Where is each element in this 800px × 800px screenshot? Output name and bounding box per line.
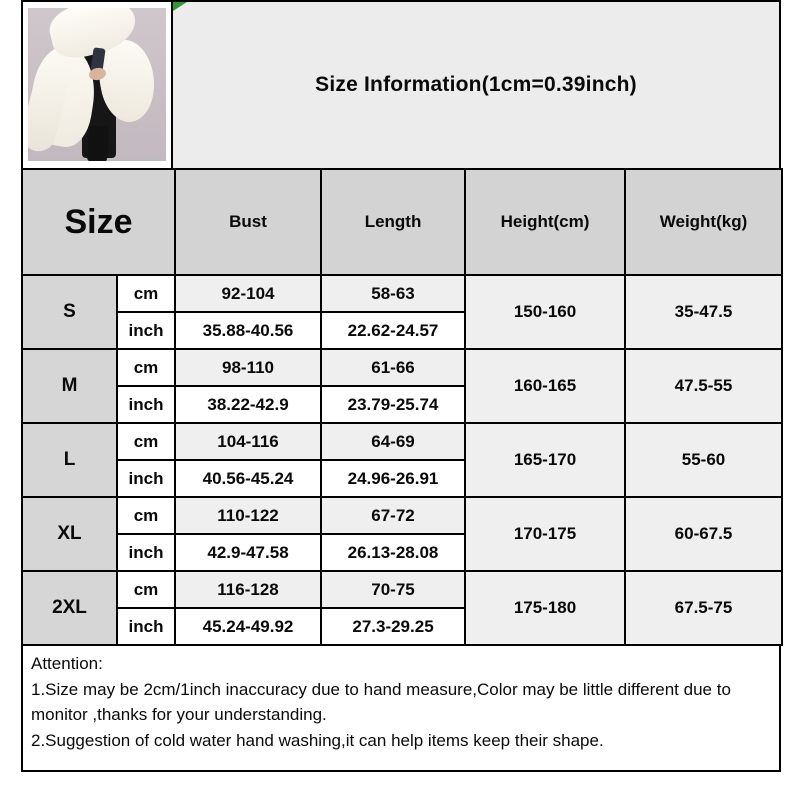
bust-inch-value: 38.22-42.9: [175, 386, 321, 423]
size-label: XL: [22, 497, 117, 571]
bust-cm-value: 98-110: [175, 349, 321, 386]
table-row: [22, 497, 782, 534]
weight-value: 47.5-55: [625, 349, 782, 423]
weight-column-header: Weight(kg): [625, 169, 782, 275]
length-inch-value: 26.13-28.08: [321, 534, 465, 571]
size-label: 2XL: [22, 571, 117, 645]
unit-label-inch: inch: [117, 386, 175, 423]
table-row: [22, 571, 782, 608]
length-inch-value: 27.3-29.25: [321, 608, 465, 645]
weight-value: 55-60: [625, 423, 782, 497]
unit-label-cm: cm: [117, 571, 175, 608]
unit-label-inch: inch: [117, 608, 175, 645]
table-row: [22, 275, 782, 312]
bust-inch-value: 40.56-45.24: [175, 460, 321, 497]
unit-label-cm: cm: [117, 349, 175, 386]
size-table: [21, 168, 783, 646]
unit-label-inch: inch: [117, 534, 175, 571]
table-row: [22, 423, 782, 460]
unit-label-inch: inch: [117, 312, 175, 349]
size-label: S: [22, 275, 117, 349]
attention-box: [21, 644, 781, 772]
attention-heading: Attention:: [31, 654, 103, 673]
table-header-row: [22, 169, 782, 275]
table-row: [22, 349, 782, 386]
product-photo: [28, 8, 166, 161]
height-value: 165-170: [465, 423, 625, 497]
bust-cm-value: 104-116: [175, 423, 321, 460]
length-cm-value: 70-75: [321, 571, 465, 608]
model-leg: [87, 125, 109, 161]
size-label: M: [22, 349, 117, 423]
height-value: 175-180: [465, 571, 625, 645]
title-cell: [173, 0, 781, 170]
length-cm-value: 67-72: [321, 497, 465, 534]
unit-label-cm: cm: [117, 497, 175, 534]
attention-note-2: 2.Suggestion of cold water hand washing,it can help items keep their shape.: [31, 730, 604, 750]
weight-value: 67.5-75: [625, 571, 782, 645]
length-inch-value: 23.79-25.74: [321, 386, 465, 423]
length-cm-value: 64-69: [321, 423, 465, 460]
bust-cm-value: 92-104: [175, 275, 321, 312]
bust-cm-value: 116-128: [175, 571, 321, 608]
length-inch-value: 22.62-24.57: [321, 312, 465, 349]
length-cm-value: 58-63: [321, 275, 465, 312]
height-value: 170-175: [465, 497, 625, 571]
bust-column-header: Bust: [175, 169, 321, 275]
length-column-header: Length: [321, 169, 465, 275]
length-inch-value: 24.96-26.91: [321, 460, 465, 497]
page-title: Size Information(1cm=0.39inch): [315, 73, 637, 96]
bust-cm-value: 110-122: [175, 497, 321, 534]
size-label: L: [22, 423, 117, 497]
length-cm-value: 61-66: [321, 349, 465, 386]
size-column-header: Size: [22, 169, 175, 275]
bust-inch-value: 35.88-40.56: [175, 312, 321, 349]
header-row: [21, 0, 781, 170]
corner-marker-icon: [173, 2, 187, 11]
unit-label-inch: inch: [117, 460, 175, 497]
height-column-header: Height(cm): [465, 169, 625, 275]
bust-inch-value: 42.9-47.58: [175, 534, 321, 571]
weight-value: 60-67.5: [625, 497, 782, 571]
unit-label-cm: cm: [117, 423, 175, 460]
height-value: 160-165: [465, 349, 625, 423]
attention-note-1: 1.Size may be 2cm/1inch inaccuracy due to hand measure,Color may be little different due to monitor ,thanks for your understanding.: [31, 679, 731, 724]
bust-inch-value: 45.24-49.92: [175, 608, 321, 645]
size-chart-sheet: [21, 0, 781, 772]
unit-label-cm: cm: [117, 275, 175, 312]
height-value: 150-160: [465, 275, 625, 349]
product-photo-cell: [21, 0, 173, 170]
weight-value: 35-47.5: [625, 275, 782, 349]
